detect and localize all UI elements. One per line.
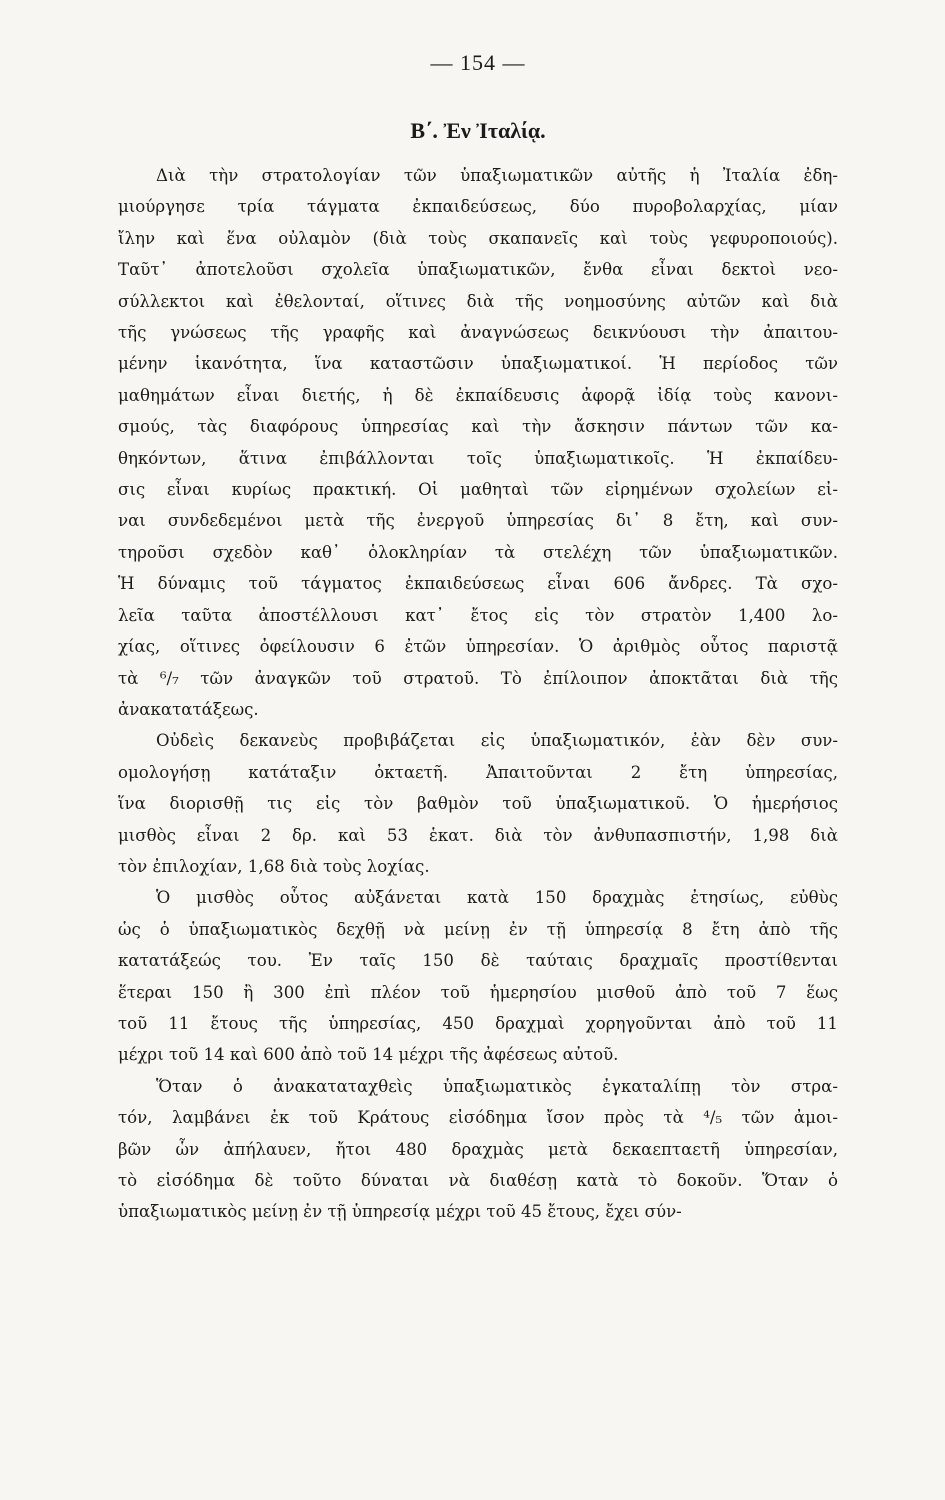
book-page xyxy=(118,50,838,1228)
paragraph xyxy=(118,882,838,1070)
text-line: τηροῦσι σχεδὸν καθ᾽ ὁλοκληρίαν τὰ στελέχη τῶν ὑπαξιωματικῶν. xyxy=(118,542,838,562)
text-line: μαθημάτων εἶναι διετής, ἡ δὲ ἐκπαίδευσις ἀφορᾷ ἰδίᾳ τοὺς κανονι- xyxy=(118,385,838,405)
text-line: ὑπαξιωματικὸς μείνῃ ἐν τῇ ὑπηρεσίᾳ μέχρι τοῦ 45 ἔτους, ἔχει σύν- xyxy=(118,1202,682,1222)
text-line: τὰ ⁶/₇ τῶν ἀναγκῶν τοῦ στρατοῦ. Τὸ ἐπίλοιπον ἀποκτᾶται διὰ τῆς xyxy=(118,668,838,688)
text-line: Ὁ μισθὸς οὗτος αὐξάνεται κατὰ 150 δραχμὰς ἐτησίως, εὐθὺς xyxy=(156,888,838,908)
text-line: σις εἶναι κυρίως πρακτική. Οἱ μαθηταὶ τῶν εἰρημένων σχολείων εἰ- xyxy=(118,480,838,500)
text-line: ναι συνδεδεμένοι μετὰ τῆς ἐνεργοῦ ὑπηρεσίας δι᾽ 8 ἔτη, καὶ συν- xyxy=(118,511,838,531)
text-line: ἕτεραι 150 ἢ 300 ἐπὶ πλέον τοῦ ἡμερησίου μισθοῦ ἀπὸ τοῦ 7 ἕως xyxy=(118,982,838,1002)
text-line: μένην ἱκανότητα, ἵνα καταστῶσιν ὑπαξιωματικοί. Ἡ περίοδος τῶν xyxy=(118,354,838,374)
text-line: τὸ εἰσόδημα δὲ τοῦτο δύναται νὰ διαθέσῃ κατὰ τὸ δοκοῦν. Ὅταν ὁ xyxy=(118,1171,838,1190)
body-text xyxy=(118,160,838,1228)
page-number: — 154 — xyxy=(430,50,526,75)
paragraph xyxy=(118,160,838,725)
text-line: σμούς, τὰς διαφόρους ὑπηρεσίας καὶ τὴν ἄσκησιν πάντων τῶν κα- xyxy=(118,417,838,437)
text-line: σύλλεκτοι καὶ ἐθελονταί, οἵτινες διὰ τῆς νοημοσύνης αὐτῶν καὶ διὰ xyxy=(118,291,838,311)
text-line: θηκόντων, ἅτινα ἐπιβάλλονται τοῖς ὑπαξιωματικοῖς. Ἡ ἐκπαίδευ- xyxy=(118,448,838,468)
text-line: Διὰ τὴν στρατολογίαν τῶν ὑπαξιωματικῶν αὐτῆς ἡ Ἰταλία ἐδη- xyxy=(156,166,838,185)
text-line: βῶν ὧν ἀπήλαυεν, ἤτοι 480 δραχμὰς μετὰ δεκαεπταετῆ ὑπηρεσίαν, xyxy=(118,1139,838,1159)
text-line: τόν, λαμβάνει ἐκ τοῦ Κράτους εἰσόδημα ἴσον πρὸς τὰ ⁴/₅ τῶν ἀμοι- xyxy=(118,1108,838,1128)
text-line: μισθὸς εἶναι 2 δρ. καὶ 53 ἑκατ. διὰ τὸν ἀνθυπασπιστήν, 1,98 διὰ xyxy=(118,825,838,845)
text-line: ὡς ὁ ὑπαξιωματικὸς δεχθῇ νὰ μείνῃ ἐν τῇ ὑπηρεσίᾳ 8 ἔτη ἀπὸ τῆς xyxy=(118,919,838,939)
paragraph xyxy=(118,1071,838,1228)
text-line: ἀνακατατάξεως. xyxy=(118,699,259,719)
section-heading: Β΄. Ἐν Ἰταλίᾳ. xyxy=(410,118,546,143)
text-line: τῆς γνώσεως τῆς γραφῆς καὶ ἀναγνώσεως δεικνύουσι τὴν ἀπαιτου- xyxy=(118,323,838,343)
text-line: Ταῦτ᾽ ἀποτελοῦσι σχολεῖα ὑπαξιωματικῶν, ἔνθα εἶναι δεκτοὶ νεο- xyxy=(118,260,838,280)
text-line: ομολογήσῃ κατάταξιν ὀκταετῆ. Ἀπαιτοῦνται 2 ἔτη ὑπηρεσίας, xyxy=(118,762,838,782)
paragraph xyxy=(118,725,838,882)
text-line: χίας, οἵτινες ὀφείλουσιν 6 ἐτῶν ὑπηρεσίαν. Ὁ ἀριθμὸς οὗτος παριστᾷ xyxy=(118,637,838,657)
text-line: μιούργησε τρία τάγματα ἐκπαιδεύσεως, δύο πυροβολαρχίας, μίαν xyxy=(118,197,838,217)
text-line: τοῦ 11 ἔτους τῆς ὑπηρεσίας, 450 δραχμαὶ χορηγοῦνται ἀπὸ τοῦ 11 xyxy=(118,1013,838,1033)
text-line: ἴλην καὶ ἕνα οὐλαμὸν (διὰ τοὺς σκαπανεῖς καὶ τοὺς γεφυροποιούς). xyxy=(118,228,838,248)
text-line: Ἡ δύναμις τοῦ τάγματος ἐκπαιδεύσεως εἶναι 606 ἄνδρες. Τὰ σχο- xyxy=(118,574,838,594)
text-line: Οὐδεὶς δεκανεὺς προβιβάζεται εἰς ὑπαξιωματικόν, ἐὰν δὲν συν- xyxy=(156,731,838,751)
text-line: τὸν ἐπιλοχίαν, 1,68 διὰ τοὺς λοχίας. xyxy=(118,856,430,876)
text-line: ἵνα διορισθῇ τις εἰς τὸν βαθμὸν τοῦ ὑπαξιωματικοῦ. Ὁ ἡμερήσιος xyxy=(118,794,838,814)
text-line: μέχρι τοῦ 14 καὶ 600 ἀπὸ τοῦ 14 μέχρι τῆς ἀφέσεως αὐτοῦ. xyxy=(118,1045,619,1065)
text-line: Ὅταν ὁ ἀνακαταταχθεὶς ὑπαξιωματικὸς ἐγκαταλίπῃ τὸν στρα- xyxy=(156,1076,838,1096)
text-line: λεῖα ταῦτα ἀποστέλλουσι κατ᾽ ἔτος εἰς τὸν στρατὸν 1,400 λο- xyxy=(118,605,838,625)
text-line: κατατάξεώς του. Ἐν ταῖς 150 δὲ ταύταις δραχμαῖς προστίθενται xyxy=(118,951,838,971)
